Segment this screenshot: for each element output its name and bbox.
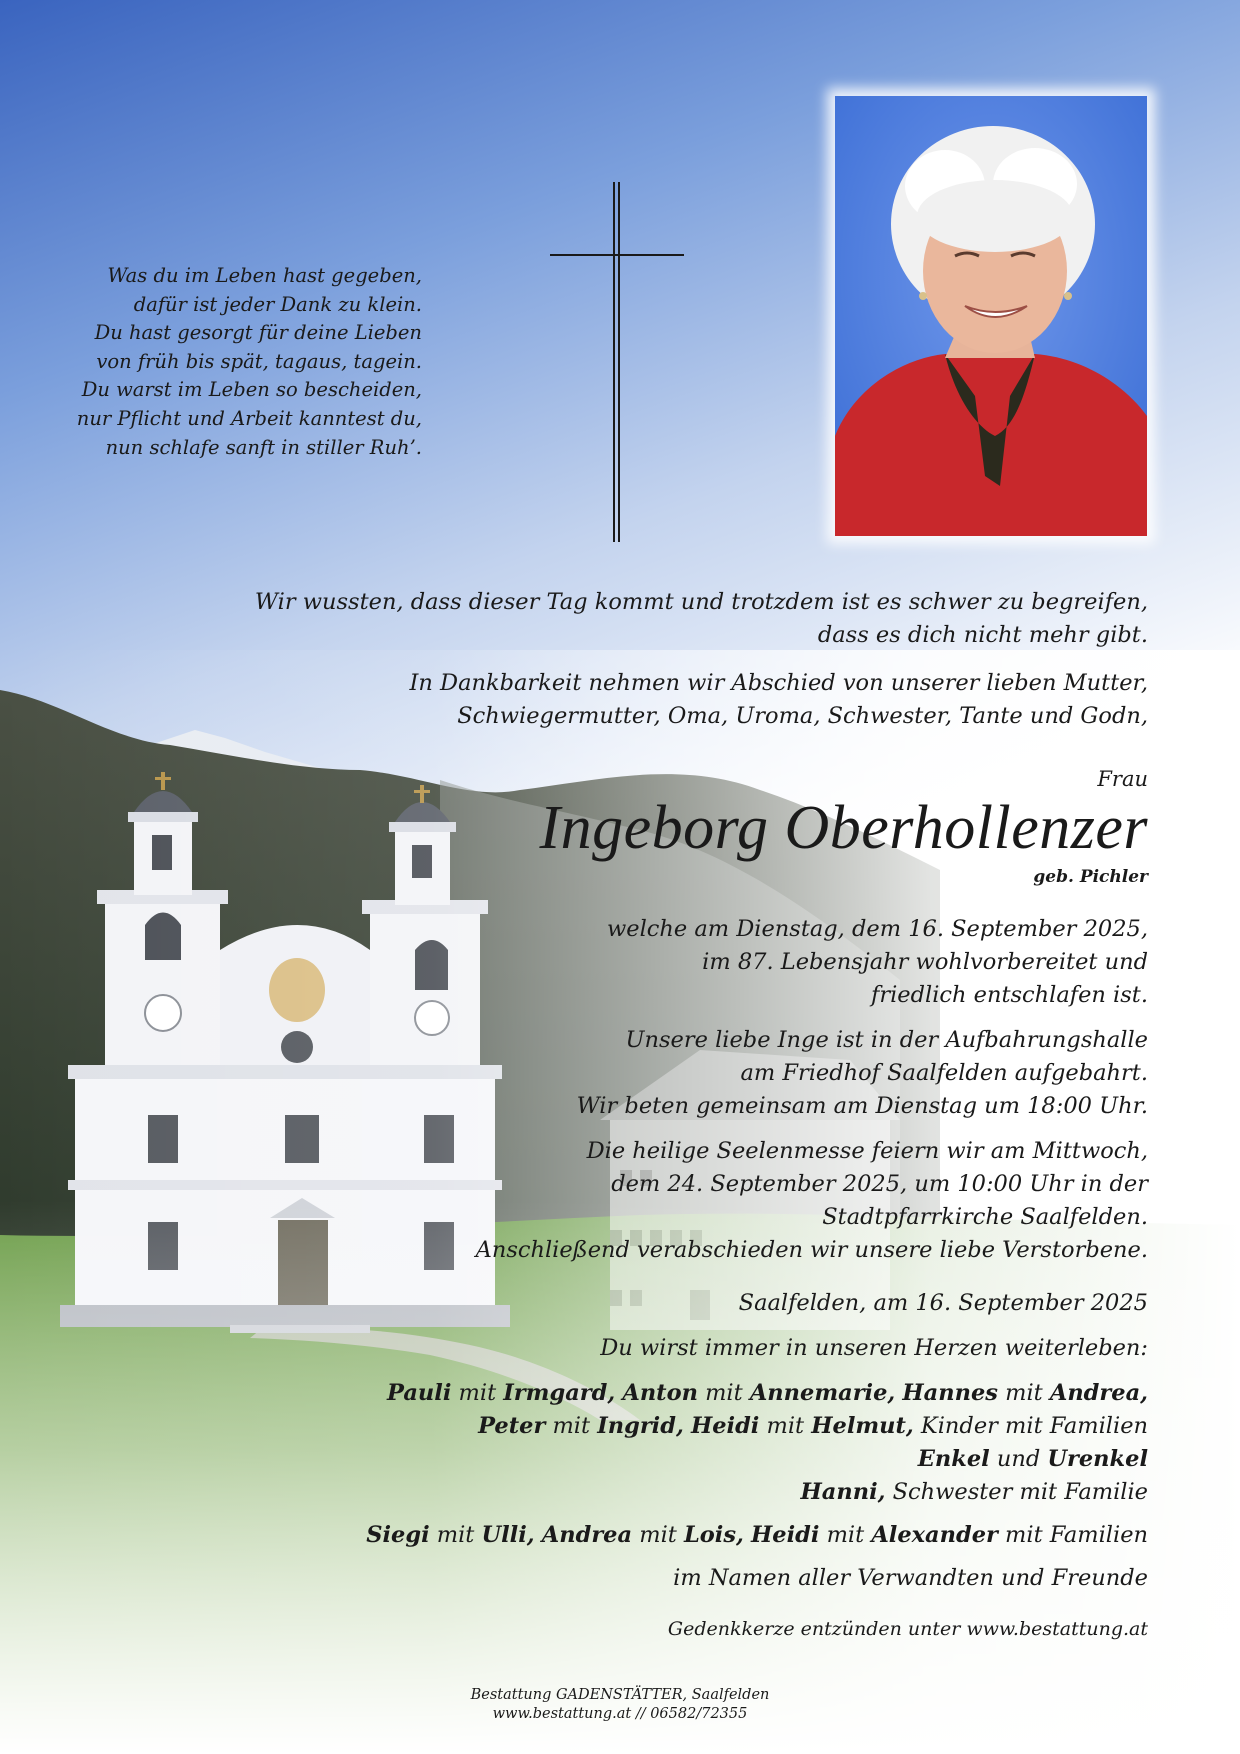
connector: mit <box>819 1522 872 1548</box>
mass-line: Anschließend verabschieden wir unsere liebe Verstorbene. <box>475 1237 1148 1263</box>
connector <box>535 1522 542 1548</box>
mourner-name: Irmgard, <box>503 1380 616 1406</box>
intro-text <box>248 586 1148 652</box>
connector: Kinder mit Familien <box>913 1413 1148 1439</box>
death-notice-line: im 87. Lebensjahr wohlvorbereitet und <box>702 949 1148 975</box>
mourner-name: Hannes <box>902 1380 998 1406</box>
memorial-poem <box>60 262 422 462</box>
mourner-name: Peter <box>478 1413 546 1439</box>
remembrance-line: Du wirst immer in unseren Herzen weiterleben: <box>600 1335 1148 1361</box>
mourner-name: Heidi <box>690 1413 760 1439</box>
poem-line: dafür ist jeder Dank zu klein. <box>133 292 422 316</box>
title-prefix: Frau <box>1097 767 1148 791</box>
viewing-line: Unsere liebe Inge ist in der Aufbahrungshalle <box>625 1027 1148 1053</box>
footer-company: Bestattung GADENSTÄTTER, Saalfelden <box>470 1687 770 1703</box>
deceased-name: Ingeborg Oberhollenzer <box>539 794 1148 862</box>
connector: mit <box>632 1522 684 1548</box>
poem-line: nur Pflicht und Arbeit kanntest du, <box>76 406 422 430</box>
mourner-name: Heidi <box>751 1522 820 1548</box>
mass-line: Stadtpfarrkirche Saalfelden. <box>822 1204 1148 1230</box>
mourners-line <box>248 1519 1148 1552</box>
mourner-name: Ulli, <box>481 1522 535 1548</box>
place-date: Saalfelden, am 16. September 2025 <box>738 1290 1148 1316</box>
candle-link-text: Gedenkkerze entzünden unter www.bestattung.at <box>667 1618 1148 1640</box>
connector: mit <box>697 1380 750 1406</box>
deceased-portrait <box>835 96 1147 536</box>
mourners-line <box>248 1443 1148 1476</box>
viewing-line: am Friedhof Saalfelden aufgebahrt. <box>740 1060 1148 1086</box>
connector <box>684 1413 691 1439</box>
poem-line: Du hast gesorgt für deine Lieben <box>94 321 422 345</box>
cross-icon <box>550 182 684 542</box>
mourners-line <box>248 1476 1148 1509</box>
mourners-line <box>248 1377 1148 1410</box>
intro-line: dass es dich nicht mehr gibt. <box>817 622 1148 648</box>
mourner-name: Siegi <box>366 1522 430 1548</box>
farewell-line: In Dankbarkeit nehmen wir Abschied von unserer lieben Mutter, <box>409 670 1148 696</box>
mourner-name: Helmut, <box>811 1413 914 1439</box>
death-notice <box>248 913 1148 1012</box>
obituary-text <box>248 586 1148 1641</box>
mourner-name: Annemarie, <box>749 1380 896 1406</box>
mass-info <box>248 1135 1148 1267</box>
mourner-name: Andrea <box>541 1522 633 1548</box>
viewing-line: Wir beten gemeinsam am Dienstag um 18:00 Uhr. <box>576 1093 1148 1119</box>
mourner-name: Ingrid, <box>597 1413 684 1439</box>
mass-line: Die heilige Seelenmesse feiern wir am Mittwoch, <box>586 1138 1148 1164</box>
farewell-text <box>248 667 1148 733</box>
death-notice-line: welche am Dienstag, dem 16. September 2025, <box>607 916 1148 942</box>
intro-line: Wir wussten, dass dieser Tag kommt und trotzdem ist es schwer zu begreifen, <box>254 589 1148 615</box>
poem-line: Was du im Leben hast gegeben, <box>107 264 422 287</box>
connector: mit <box>545 1413 598 1439</box>
mourners-list <box>248 1377 1148 1595</box>
birth-name: geb. Pichler <box>1033 867 1148 887</box>
poem-line: nun schlafe sanft in stiller Ruh’. <box>105 435 422 459</box>
mourner-name: Andrea, <box>1049 1380 1148 1406</box>
mourner-name: Pauli <box>387 1380 452 1406</box>
mass-line: dem 24. September 2025, um 10:00 Uhr in der <box>611 1171 1148 1197</box>
connector: mit <box>429 1522 482 1548</box>
mourner-name: Lois, <box>683 1522 744 1548</box>
connector: mit <box>451 1380 504 1406</box>
mourner-name: Hanni, <box>800 1479 886 1505</box>
footer-contact: www.bestattung.at // 06582/72355 <box>492 1706 748 1722</box>
poem-line: von früh bis spät, tagaus, tagein. <box>96 349 422 373</box>
mourner-name: Anton <box>622 1380 698 1406</box>
connector: mit <box>997 1380 1050 1406</box>
mourner-name: Enkel <box>917 1446 990 1472</box>
connector <box>744 1522 751 1548</box>
poem-line: Du warst im Leben so bescheiden, <box>81 378 422 402</box>
mourners-line <box>248 1410 1148 1443</box>
connector: Schwester mit Familie <box>885 1479 1148 1505</box>
funeral-home-footer <box>420 1686 820 1724</box>
connector: mit Familien <box>997 1522 1148 1548</box>
mourner-name: Urenkel <box>1047 1446 1148 1472</box>
closing-line: im Namen aller Verwandten und Freunde <box>673 1565 1148 1591</box>
mourner-name: Alexander <box>871 1522 998 1548</box>
viewing-info <box>248 1024 1148 1123</box>
connector: mit <box>759 1413 812 1439</box>
connector: und <box>989 1446 1048 1472</box>
farewell-line: Schwiegermutter, Oma, Uroma, Schwester, Tante und Godn, <box>457 703 1148 729</box>
death-notice-line: friedlich entschlafen ist. <box>871 982 1148 1008</box>
